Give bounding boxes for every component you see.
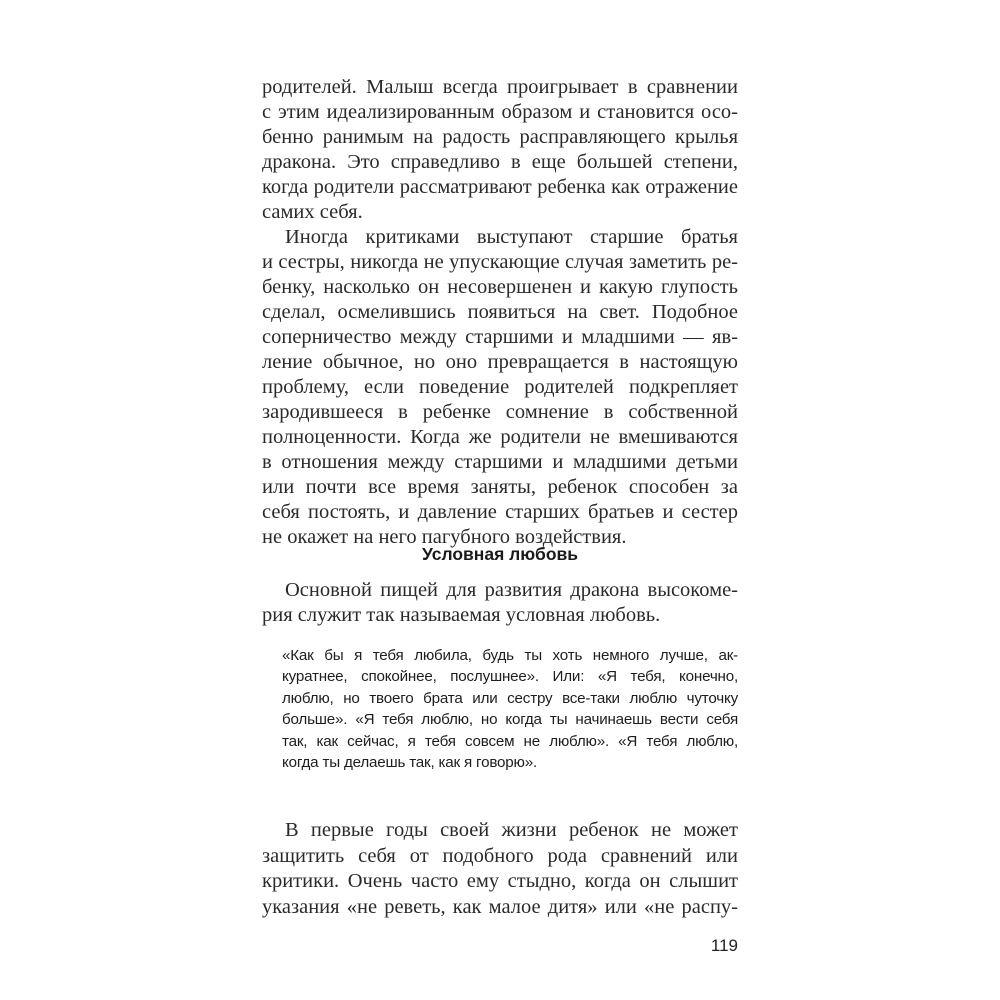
text-line: дракона. Это справедливо в еще большей степени, (262, 151, 738, 173)
page-number: 119 (710, 936, 738, 955)
text-line: когда родители рассматривают ребенка как отражение (262, 176, 738, 198)
text-line: Иногда критиками выступают старшие братья (285, 226, 738, 248)
text-line: бенку, насколько он несовершенен и какую глупость (262, 276, 738, 298)
text-line: указания «не реветь, как малое дитя» или «не распу- (262, 896, 738, 918)
text-line: Основной пищей для развития дракона высокоме- (285, 579, 738, 601)
text-line: не окажет на него пагубного воздействия. (262, 526, 627, 548)
text-line: рия служит так называемая условная любовь. (262, 604, 661, 626)
text-line: с этим идеализированным образом и становится осо- (262, 101, 738, 123)
quote-line: больше». «Я тебя люблю, но когда ты начинаешь вести себя (282, 711, 738, 728)
text-line: проблему, если поведение родителей подкрепляет (262, 376, 738, 398)
text-line: защитить себя от подобного рода сравнений или (262, 845, 738, 867)
text-line: родителей. Малыш всегда проигрывает в сравнении (262, 76, 738, 98)
text-line: и сестры, никогда не упускающие случая заметить ре- (262, 251, 738, 273)
quote-line: «Как бы я тебя любила, будь ты хоть немного лучше, ак- (282, 647, 738, 664)
text-line: ление обычное, но оно превращается в настоящую (262, 351, 738, 373)
text-line: полноценности. Когда же родители не вмешиваются (262, 426, 738, 448)
quote-line: куратнее, спокойнее, послушнее». Или: «Я тебя, конечно, (282, 668, 738, 685)
quote-line: так, как сейчас, я тебя совсем не люблю». «Я тебя люблю, (282, 733, 738, 750)
text-line: бенно ранимым на радость расправляющего крылья (262, 126, 738, 148)
text-line: зародившееся в ребенке сомнение в собственной (262, 401, 738, 423)
section-heading: Условная любовь (421, 544, 579, 564)
text-line: В первые годы своей жизни ребенок не может (285, 819, 738, 841)
text-line: самих себя. (262, 201, 363, 223)
text-line: соперничество между старшими и младшими — яв- (262, 326, 738, 348)
text-line: сделал, осмелившись появиться на свет. Подобное (262, 301, 738, 323)
text-line: или почти все время заняты, ребенок способен за (262, 476, 738, 498)
text-line: себя постоять, и давление старших братьев и сестер (262, 501, 738, 523)
text-line: критики. Очень часто ему стыдно, когда он слышит (262, 870, 738, 892)
text-line: в отношения между старшими и младшими детьми (262, 451, 738, 473)
quote-line: люблю, но твоего брата или сестру все-таки люблю чуточку (282, 690, 738, 707)
quote-line: когда ты делаешь так, как я говорю». (282, 754, 537, 771)
